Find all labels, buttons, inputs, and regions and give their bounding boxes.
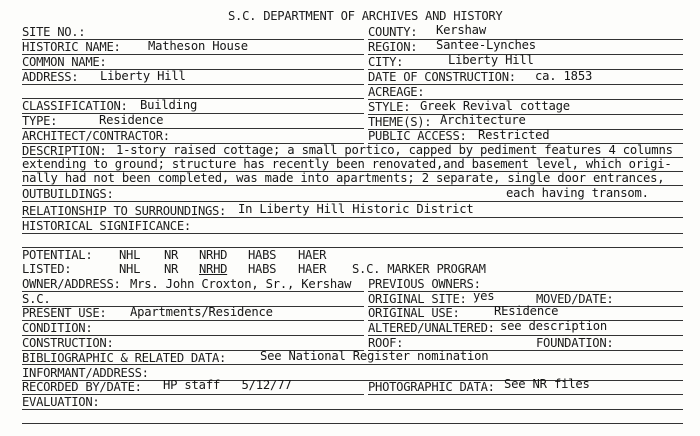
potential-nr: NR bbox=[164, 248, 179, 262]
rule bbox=[22, 423, 683, 424]
value-recorded-by: HP staff 5/12/77 bbox=[163, 378, 292, 392]
potential-nhl: NHL bbox=[119, 248, 141, 262]
label-informant: INFORMANT/ADDRESS: bbox=[22, 366, 149, 380]
label-owner: OWNER/ADDRESS: bbox=[22, 277, 121, 291]
label-altered: ALTERED/UNALTERED: bbox=[368, 321, 495, 335]
label-recorded-by: RECORDED BY/DATE: bbox=[22, 380, 142, 394]
rule bbox=[22, 113, 364, 114]
label-common-name: COMMON NAME: bbox=[22, 55, 107, 69]
label-listed: LISTED: bbox=[22, 262, 72, 276]
listed-haer: HAER bbox=[298, 262, 327, 276]
value-present-use: Apartments/Residence bbox=[130, 305, 273, 319]
label-description: DESCRIPTION: bbox=[22, 144, 107, 158]
rule bbox=[22, 291, 364, 292]
label-site-no: SITE NO.: bbox=[22, 25, 86, 39]
label-themes: THEME(S): bbox=[368, 115, 432, 129]
label-potential: POTENTIAL: bbox=[22, 248, 93, 262]
value-public-access: Restricted bbox=[478, 128, 550, 142]
label-architect: ARCHITECT/CONTRACTOR: bbox=[22, 129, 170, 143]
label-region: REGION: bbox=[368, 40, 418, 54]
label-city: CITY: bbox=[368, 55, 404, 69]
value-type: Residence bbox=[99, 113, 164, 127]
label-bibliographic: BIBLIOGRAPHIC & RELATED DATA: bbox=[22, 351, 227, 365]
listed-nhl: NHL bbox=[119, 262, 141, 276]
label-roof: ROOF: bbox=[368, 336, 404, 350]
label-public-access: PUBLIC ACCESS: bbox=[368, 129, 467, 143]
label-moved-date: MOVED/DATE: bbox=[536, 292, 614, 306]
label-county: COUNTY: bbox=[368, 25, 418, 39]
label-type: TYPE: bbox=[22, 114, 58, 128]
value-relationship: In Liberty Hill Historic District bbox=[238, 202, 474, 216]
rule bbox=[22, 217, 683, 218]
potential-haer: HAER bbox=[298, 248, 327, 262]
value-historic-name: Matheson House bbox=[148, 39, 248, 53]
rule bbox=[22, 233, 683, 234]
label-style: STYLE: bbox=[368, 100, 411, 114]
value-bibliographic: See National Register nomination bbox=[260, 349, 489, 363]
label-acreage: ACREAGE: bbox=[368, 85, 425, 99]
value-original-site: yes bbox=[473, 289, 495, 303]
marker-program: S.C. MARKER PROGRAM bbox=[352, 262, 486, 276]
value-address: Liberty Hill bbox=[100, 69, 186, 83]
value-photographic: See NR files bbox=[504, 377, 590, 391]
label-classification: CLASSIFICATION: bbox=[22, 99, 128, 113]
value-style: Greek Revival cottage bbox=[420, 99, 570, 113]
label-original-site: ORIGINAL SITE: bbox=[368, 292, 467, 306]
label-previous-owners: PREVIOUS OWNERS: bbox=[368, 277, 481, 291]
label-evaluation: EVALUATION: bbox=[22, 395, 100, 409]
label-condition: CONDITION: bbox=[22, 321, 93, 335]
value-county: Kershaw bbox=[436, 23, 486, 37]
label-date-of-construction: DATE OF CONSTRUCTION: bbox=[368, 70, 516, 84]
value-altered: see description bbox=[500, 319, 608, 333]
value-description-line-3: nally had not been completed, was made into apartments; 2 separate, single door entrances, bbox=[22, 171, 665, 185]
rule bbox=[368, 394, 683, 395]
value-original-use: REsidence bbox=[494, 304, 559, 318]
value-owner-line-2: S.C. bbox=[22, 292, 51, 306]
value-classification: Building bbox=[140, 98, 198, 112]
rule bbox=[22, 409, 683, 410]
label-historical-significance: HISTORICAL SIGNIFICANCE: bbox=[22, 219, 191, 233]
listed-habs: HABS bbox=[248, 262, 277, 276]
listed-nrhd: NRHD bbox=[199, 262, 228, 276]
label-outbuildings: OUTBUILDINGS: bbox=[22, 187, 114, 201]
value-region: Santee-Lynches bbox=[436, 38, 536, 52]
listed-nr: NR bbox=[164, 262, 179, 276]
rule bbox=[22, 84, 364, 85]
label-foundation: FOUNDATION: bbox=[536, 336, 614, 350]
potential-habs: HABS bbox=[248, 248, 277, 262]
value-description-line-2: extending to ground; structure has recently been renovated,and basement level, which origi- bbox=[22, 157, 672, 171]
label-address: ADDRESS: bbox=[22, 70, 79, 84]
rule bbox=[368, 335, 683, 336]
label-relationship: RELATIONSHIP TO SURROUNDINGS: bbox=[22, 204, 227, 218]
value-city: Liberty Hill bbox=[448, 53, 534, 67]
value-themes: Architecture bbox=[440, 113, 526, 127]
card-header: S.C. DEPARTMENT OF ARCHIVES AND HISTORY bbox=[228, 9, 503, 23]
label-construction: CONSTRUCTION: bbox=[22, 336, 114, 350]
value-date-of-construction: ca. 1853 bbox=[535, 69, 593, 83]
rule bbox=[22, 364, 683, 365]
value-owner-line-1: Mrs. John Croxton, Sr., Kershaw bbox=[130, 277, 352, 291]
value-description-line-4: each having transom. bbox=[506, 186, 649, 200]
label-historic-name: HISTORIC NAME: bbox=[22, 40, 121, 54]
label-photographic: PHOTOGRAPHIC DATA: bbox=[368, 380, 495, 394]
potential-nrhd: NRHD bbox=[199, 248, 228, 262]
value-description-line-1: 1-story raised cottage; a small portico, capped by pediment features 4 columns bbox=[116, 143, 673, 157]
label-present-use: PRESENT USE: bbox=[22, 306, 107, 320]
label-original-use: ORIGINAL USE: bbox=[368, 306, 460, 320]
